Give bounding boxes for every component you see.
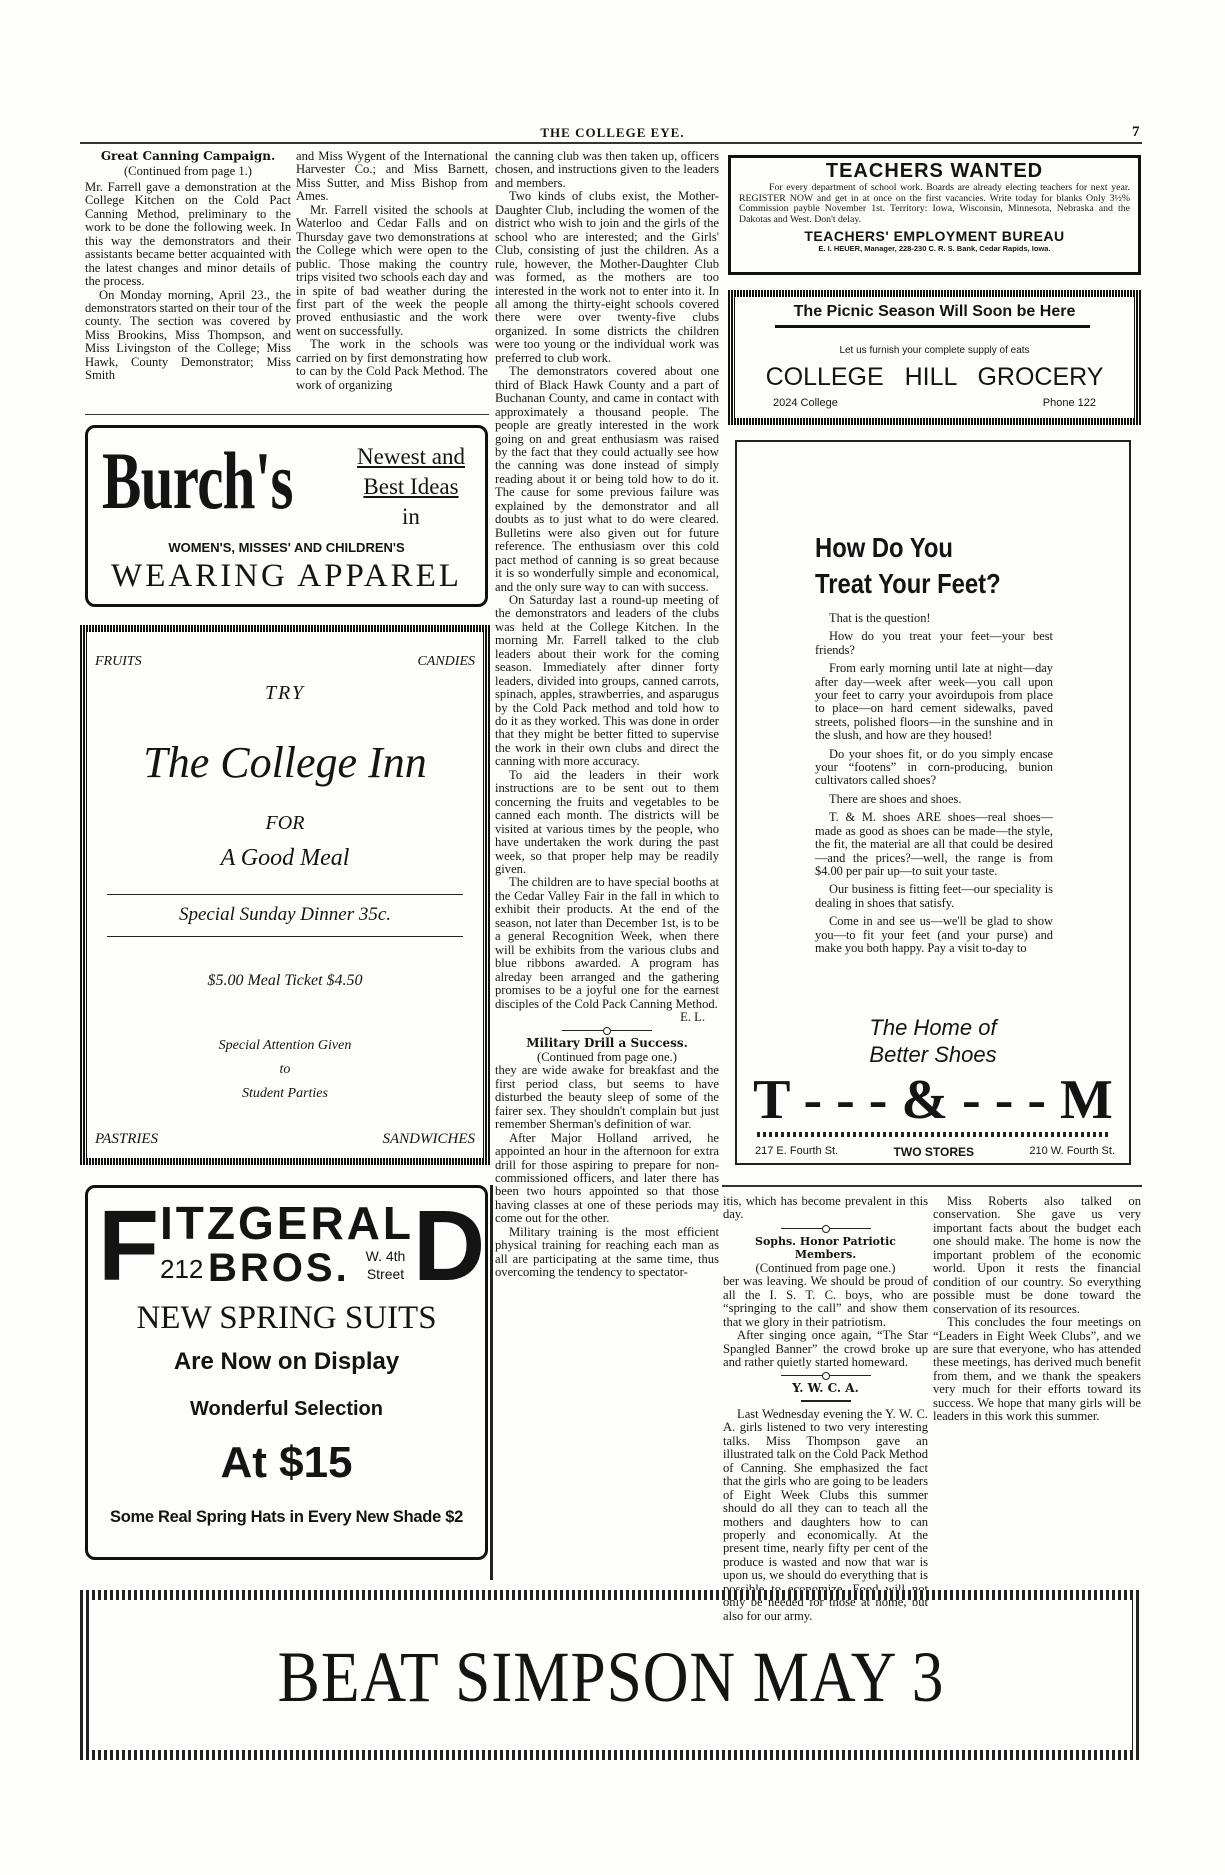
headline-underline [775, 325, 1090, 328]
fitzgerald-number: 212 [160, 1254, 204, 1284]
paragraph: Come in and see us—we'll be glad to show you—to fit your feet (and your purse) and make you both happy. Pay a visit to-day to [815, 914, 1053, 955]
student-parties: Student Parties [242, 1086, 328, 1101]
address-west: 210 W. Fourth St. [1029, 1145, 1115, 1157]
paragraph: The work in the schools was carried on by first demonstrating how to can by the Cold Pack Method. The work of organizing [296, 337, 488, 392]
bureau-name: TEACHERS' EMPLOYMENT BUREAU [804, 228, 1065, 244]
continued-note: (Continued from page one.) [537, 1049, 677, 1064]
paragraph: Last Wednesday evening the Y. W. C. A. girls listened to two very interesting talks. Miss Thompson gave an illustrated talk on the Cold Pack Method of Canning. She emphasized the fact that the girls who are going to be leaders of Eight Week Clubs this summer should do all they can to teach all the mothers and daughters how to can properly and economically. At the present time, nearly fifty per cent of the produce is wasted and now that war is upon us, we should do everything that is possible to economize. Food will not only be needed for those at home, but also for our army. [723, 1406, 928, 1623]
divider [722, 1185, 1142, 1187]
spring-suits: NEW SPRING SUITS [136, 1300, 437, 1336]
column-5 [933, 1195, 1141, 1583]
paragraph: After singing once again, “The Star Spangled Banner” the crowd broke up and rather quietly started homeward. [723, 1328, 928, 1369]
continued-note: (Continued from page one.) [755, 1260, 896, 1275]
teachers-body: For every department of school work. Boards are already electing teachers for next year. REGISTER NOW and get in at once on the first vacancies. Write today for blanks Only 3½% Commission payble November 1st. Territory: Iowa, Wisconsin, Minnesota, Nebraska and the Dakotas and West. Don't delay. [739, 182, 1130, 225]
grocery-name: COLLEGE HILL GROCERY [765, 363, 1104, 391]
tm-title-line1: How Do You [815, 532, 953, 563]
two-stores: TWO STORES [893, 1145, 974, 1159]
tm-shoes-ad [735, 440, 1131, 1165]
divider [107, 894, 463, 895]
paragraph: That is the question! [829, 611, 931, 625]
paragraph: the canning club was then taken up, officers chosen, and instructions given to the leaders and members. [495, 149, 719, 190]
paragraph: To aid the leaders in their work instructions are to be sent out to them concerning the fruits and vegetables to be canned each month. The districts will be visited at various times by the people, who have undertaken the work during the past week, so that proper help may be readily given. [495, 767, 719, 877]
grocery-phone: Phone 122 [1042, 397, 1096, 409]
fitzgerald-street1: W. 4th [365, 1248, 406, 1264]
paragraph: On Saturday last a round-up meeting of the demonstrators and leaders of the clubs was held at the College Kitchen. In the morning Mr. Farrell talked to the club leaders about their work for the coming season. Immediately after dinner forty leaders, divided into groups, canned carrots, spinach, apples, strawberries, and asparugus by the Cold Pack method and told how to do it as they worked. This was done in order that they might be better fitted to supervise the work in their own clubs and direct the canning with more accuracy. [495, 592, 719, 769]
paragraph: Mr. Farrell visited the schools at Waterloo and Cedar Falls and on Thursday gave two demonstrations at the College which were open to the public. Those making the country trips visited two schools each day and in spite of bad weather during the first part of the week the people proved enthusiastic and the work went on successfully. [296, 202, 488, 338]
grocery-ad [728, 290, 1141, 425]
article-heading: Great Canning Campaign. [100, 149, 276, 163]
for-label: FOR [265, 812, 305, 834]
paragraph: From early morning until late at night—day after day—week after week—you call upon your feet to carry your avoirdupois from place to place—on hard cement sidewalks, paved streets, polished floors—in the sunshine and in the slush, and how are they housed! [815, 661, 1053, 743]
suit-price: At $15 [220, 1438, 353, 1487]
tm-addresses [755, 1145, 1115, 1159]
separator [562, 1030, 652, 1031]
newspaper-title: THE COLLEGE EYE. [540, 125, 685, 140]
corner-sandwiches: SANDWICHES [382, 1131, 475, 1147]
article-heading: Sophs. Honor Patriotic Members. [755, 1234, 896, 1262]
bureau-address: E. I. HEUER, Manager, 228-230 C. R. S. Bank, Cedar Rapids, Iowa. [818, 244, 1051, 253]
grocery-address: 2024 College [773, 397, 838, 409]
column-4 [723, 1194, 928, 1623]
meal-ticket: $5.00 Meal Ticket $4.50 [207, 972, 363, 989]
spring-hats: Some Real Spring Hats in Every New Shade $2 [110, 1508, 463, 1526]
fitzgerald-name: ITZGERAL [160, 1197, 414, 1249]
divider [107, 936, 463, 937]
home-of: The Home of [869, 1015, 997, 1040]
fitzgerald-ad [85, 1185, 488, 1560]
tm-body [815, 612, 1053, 955]
on-display: Are Now on Display [173, 1348, 400, 1375]
fitzgerald-street2: Street [366, 1266, 405, 1282]
paragraph: Do your shoes fit, or do you simply encase your “footens” in corn-producing, bunion cultivators called shoes? [815, 746, 1053, 788]
burchs-ad [85, 425, 488, 607]
paragraph: The children are to have special booths at the Cedar Valley Fair in the fall in which to exhibit their products. At the end of the season, not later than December 1st, is to be a general Recognition Week, when there will be exhibits from the various clubs and blue ribbons awarded. A program has alreday been arranged and the gathering promises to be a joyful one for the earnest disciples of the Cold Pack Canning Method. [495, 875, 719, 1011]
try-label: TRY [264, 682, 306, 704]
wonderful-selection: Wonderful Selection [190, 1398, 383, 1420]
paragraph: Military training is the most efficient physical training for reaching each man as all are participating at the same time, thus overcoming the tendency to spectator- [495, 1224, 719, 1280]
burchs-best-ideas: Best Ideas [363, 474, 459, 499]
teachers-wanted-ad [728, 155, 1141, 275]
separator [781, 1375, 871, 1376]
burchs-audience: WOMEN'S, MISSES' AND CHILDREN'S [168, 540, 405, 555]
college-inn-name: The College Inn [143, 738, 427, 787]
paragraph: they are wide awake for breakfast and the first period class, but seems to have disturbed the beauty sleep of some of the fairer sex. They shouldn't complain but just remember Sherman's definition of war. [495, 1063, 719, 1132]
separator [781, 1228, 871, 1229]
article-heading: Military Drill a Success. [526, 1036, 688, 1051]
corner-candies: CANDIES [417, 654, 475, 669]
paragraph: This concludes the four meetings on “Leaders in Eight Week Clubs”, and we are sure that everyone, who has attended these meetings, has derived much benefit from them, and we thank the speakers very much for their efforts toward its success. We hope that many girls will be leaders in this work this summer. [933, 1315, 1141, 1424]
corner-fruits: FRUITS [95, 654, 142, 669]
continued-note: (Continued from page 1.) [123, 164, 252, 179]
paragraph: and Miss Wygent of the International Harvester Co.; and Miss Barnett, Miss Sutter, and Miss Bishop from Ames. [296, 149, 488, 204]
heading-underline [801, 1400, 851, 1402]
paragraph: How do you treat your feet—your best friends? [815, 629, 1053, 657]
fitzgerald-bros: BROS. [208, 1246, 350, 1290]
paragraph: Two kinds of clubs exist, the Mother-Daughter Club, including the women of the district who wish to join and the girls of the school who are interested; and the Girls' Club, consisting of just the children. As a rule, however, the Mother-Daughter Club was formed, as the mothers are too interested in the work not to enter into it. In all among the thirty-eight schools covered there were over twenty-five clubs organized. In some districts the children were too young or the individual work was preferred to club work. [495, 189, 719, 365]
fitzgerald-final-d: D [413, 1190, 486, 1302]
article-heading: Y. W. C. A. [792, 1381, 859, 1396]
signature: E. L. [680, 1010, 705, 1024]
paragraph: There are shoes and shoes. [829, 791, 962, 806]
canning-article-col3 [495, 150, 719, 1440]
paragraph: Mr. Farrell gave a demonstration at the College Kitchen on the Cold Pact Canning Method, preliminary to the work to be done the following week. In this way the demonstrators and their assistants became better acquainted with the latest changes and minor details of the process. [85, 179, 291, 289]
sunday-dinner: Special Sunday Dinner 35c. [178, 904, 392, 925]
paragraph: After Major Holland arrived, he appointed an hour in the afternoon for extra drill for those aspiring to prepare for non-commissioned officers, and later there has been two hours appointed so that those having classes at one of these periods may come out for the other. [495, 1130, 719, 1226]
canning-article-col1 [85, 150, 291, 412]
banner-text: BEAT SIMPSON MAY 3 [277, 1637, 945, 1717]
plus-border [757, 1132, 1109, 1137]
canning-article-col2 [296, 150, 488, 412]
burchs-newest: Newest and [357, 444, 465, 469]
address-east: 217 E. Fourth St. [755, 1145, 839, 1157]
corner-pastries: PASTRIES [95, 1131, 159, 1147]
masthead-rule [80, 142, 1142, 144]
column-rule [490, 1185, 493, 1580]
divider [85, 414, 489, 415]
tm-logo: T - - - & - - - M [753, 1069, 1113, 1131]
tm-title-line2: Treat Your Feet? [815, 568, 1001, 599]
paragraph: On Monday morning, April 23., the demonstrators started on their tour of the county. The section was covered by Miss Brookins, Miss Thompson, and Miss Livingston of the College; Miss Hawk, County Demonstrator; Miss Smith [85, 287, 291, 383]
paragraph: Our business is fitting feet—our speciality is dealing in shoes that satisfy. [815, 882, 1053, 910]
grocery-tagline: Let us furnish your complete supply of eats [839, 345, 1030, 356]
paragraph: The demonstrators covered about one third of Black Hawk County and a part of Buchanan County, and came in contact with approximately a thousand people. The people are greatly interested in the work going on and great enthusiasm was raised by the fact that they could actually see how the canning was done instead of simply reading about it or being told how to do it. The cause for some previous failure was explained by the demonstrator and all doubts as to just what to do were cleared. Bulletins were also given out for future reference. The enthusiasm over this cold pact method of canning is so great because it is so wonderfully simple and economical, and the only sure way to can with success. [495, 364, 719, 594]
attention-to: to [279, 1062, 291, 1077]
better-shoes: Better Shoes [869, 1042, 997, 1067]
burchs-in: in [402, 504, 420, 529]
paragraph: T. & M. shoes ARE shoes—real shoes—made as good as shoes can be made—the style, the fit, the material are all that could be desired—and the prices?—well, the range is from $4.00 per pair up—to suit your taste. [815, 810, 1053, 878]
paragraph: itis, which has become prevalent in this day. [723, 1194, 928, 1222]
fitzgerald-initial-f: F [98, 1190, 160, 1302]
teachers-title: TEACHERS WANTED [825, 160, 1044, 182]
college-inn-ad [80, 625, 490, 1165]
paragraph: ber was leaving. We should be proud of all the I. S. T. C. boys, who are “springing to the call” and show them that we glory in their patriotism. [723, 1274, 928, 1329]
page-number: 7 [1132, 124, 1140, 140]
attention-line: Special Attention Given [218, 1038, 352, 1053]
burchs-logo: Burch's [102, 435, 293, 526]
beat-simpson-banner [80, 1590, 1142, 1760]
burchs-apparel: WEARING APPAREL [111, 558, 462, 594]
paragraph: Miss Roberts also talked on conservation. She gave us very important facts about the budget each one should make. The home is now the important problem of the economic world. Upon it rests the financial condition of our country. So everything possible must be done toward the conservation of its resources. [933, 1194, 1141, 1316]
picnic-headline: The Picnic Season Will Soon be Here [793, 303, 1076, 320]
good-meal: A Good Meal [220, 845, 350, 871]
